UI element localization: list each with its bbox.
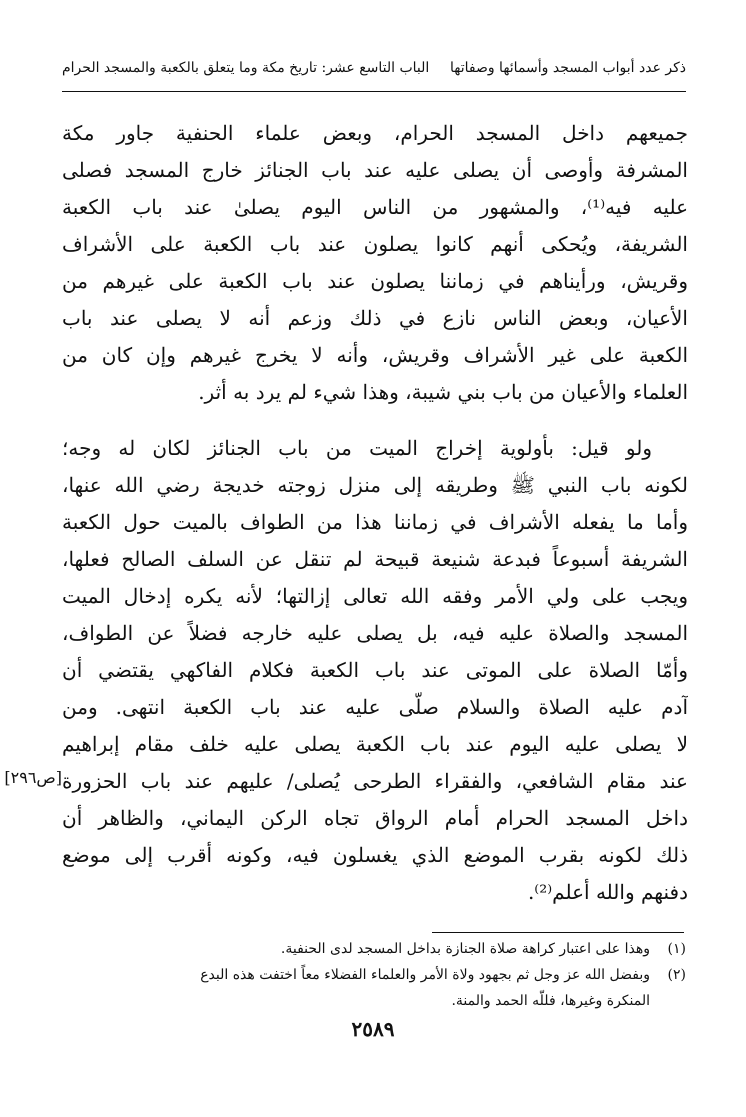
text-line: داخل المسجد الحرام أمام الرواق تجاه الركن اليماني، والظاهر أن xyxy=(62,806,688,830)
text-line: لا يصلى عليه اليوم عند باب الكعبة يصلى عليه خلف مقام إبراهيم xyxy=(62,732,688,756)
footnote-2-number: (٢) xyxy=(667,967,686,983)
text-line: المشرفة وأوصى أن يصلى عليه عند باب الجنائز خارج المسجد فصلى xyxy=(62,158,688,182)
text-line: ويجب على ولي الأمر وفقه الله تعالى إزالتها؛ لأنه يكره إدخال الميت xyxy=(62,584,688,608)
page-number: ٢٥٨٩ xyxy=(351,1017,395,1041)
text-line: ولو قيل: بأولوية إخراج الميت من باب الجنائز لكان له وجه؛ xyxy=(62,436,652,460)
footnote-divider xyxy=(432,932,684,933)
text-line: آدم عليه الصلاة والسلام صلّى عليه عند باب الكعبة انتهى. ومن xyxy=(62,695,688,719)
text-line: وأمّا الصلاة على الموتى عند باب الكعبة فكلام الفاكهي يقتضي أن xyxy=(62,658,688,682)
footnote-1-number: (١) xyxy=(667,941,686,957)
text-line: الأعيان، وبعض الناس نازع في ذلك وزعم أنه لا يصلى عند باب xyxy=(62,306,688,330)
text-line: وقريش، ورأيناهم في زماننا يصلون عند باب الكعبة على غيرهم من xyxy=(62,269,688,293)
text-line: ذلك لكونه بقرب الموضع الذي يغسلون فيه، وكونه أقرب إلى موضع xyxy=(62,843,688,867)
marginal-page-reference: [ص٢٩٦] xyxy=(4,768,62,787)
footnotes xyxy=(62,936,686,1014)
running-header xyxy=(62,56,686,80)
header-divider xyxy=(62,91,686,92)
paragraph-2 xyxy=(62,430,688,911)
text-line: دفنهم والله أعلم⁽²⁾. xyxy=(527,880,688,904)
footnote-2-text: وبفضل الله عز وجل ثم بجهود ولاة الأمر والعلماء الفضلاء معاً اختفت هذه البدع xyxy=(200,967,650,983)
text-line: الشريفة، ويُحكى أنهم كانوا يصلون عند باب الكعبة على الأشراف xyxy=(62,232,688,256)
paragraph-1 xyxy=(62,115,688,411)
footnote-1 xyxy=(62,936,686,962)
text-line: لكونه باب النبي ﷺ وطريقه إلى منزل زوجته خديجة رضي الله عنها، xyxy=(62,473,688,497)
footnote-2-continuation: المنكرة وغيرها، فللّه الحمد والمنة. xyxy=(451,993,650,1009)
header-chapter-title: الباب التاسع عشر: تاريخ مكة وما يتعلق بالكعبة والمسجد الحرام xyxy=(62,60,430,76)
footnote-1-text: وهذا على اعتبار كراهة صلاة الجنازة بداخل المسجد لدى الحنفية. xyxy=(280,941,650,957)
text-line: عليه فيه⁽¹⁾، والمشهور من الناس اليوم يصلىٰ عند باب الكعبة xyxy=(62,195,688,219)
text-line: وأما ما يفعله الأشراف في زماننا هذا من الطواف بالميت حول الكعبة xyxy=(62,510,688,534)
text-line: المسجد والصلاة عليه فيه، بل يصلى عليه خارجه فضلاً عن الطواف، xyxy=(62,621,688,645)
footnote-2 xyxy=(62,962,686,988)
text-line: جميعهم داخل المسجد الحرام، وبعض علماء الحنفية جاور مكة xyxy=(62,121,688,145)
text-line: العلماء والأعيان من باب بني شيبة، وهذا شيء لم يرد به أثر. xyxy=(198,380,688,404)
text-line: الشريفة أسبوعاً فبدعة شنيعة قبيحة لم تنقل عن السلف الصالح فعلها، xyxy=(62,547,688,571)
text-line: الكعبة على غير الأشراف وقريش، وأنه لا يخرج غيرهم وإن كان من xyxy=(62,343,688,367)
header-section-title: ذكر عدد أبواب المسجد وأسمائها وصفاتها xyxy=(450,60,686,76)
text-line: عند مقام الشافعي، والفقراء الطرحى يُصلى/ عليهم عند باب الحزورة xyxy=(62,769,688,793)
